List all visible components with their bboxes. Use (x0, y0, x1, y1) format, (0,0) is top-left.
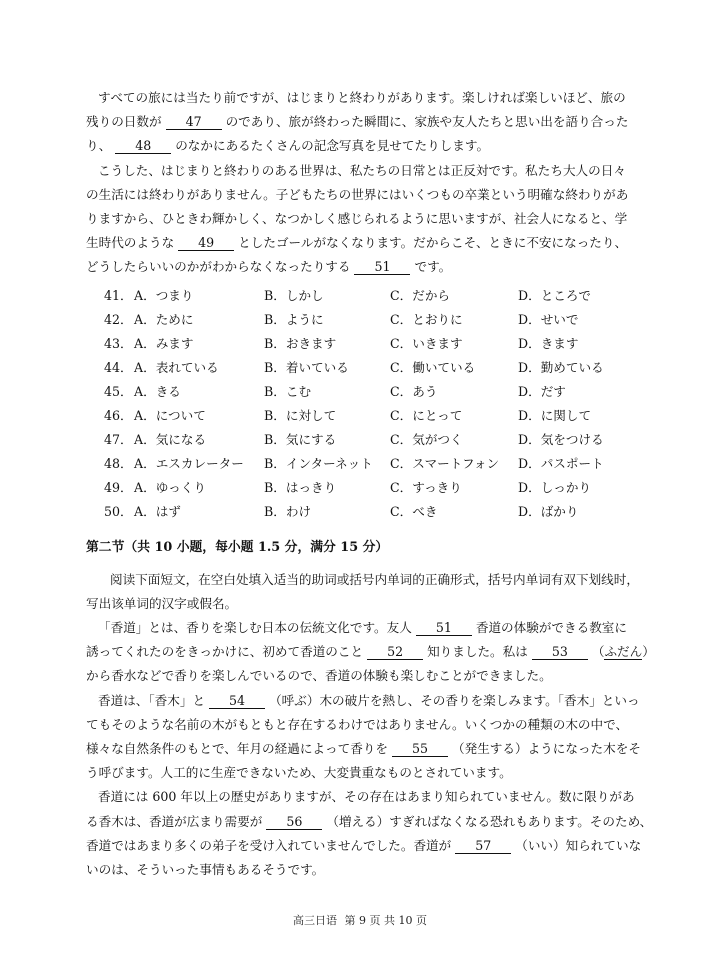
text-line (86, 183, 634, 207)
option-d[interactable]: D．せいで (518, 311, 579, 327)
option-a[interactable]: A．表れている (134, 359, 219, 375)
text-line (86, 664, 634, 688)
option-c[interactable]: C．だから (390, 287, 451, 303)
text-line (86, 568, 639, 592)
text-run: （呼ぶ）木の破片を熱し、その香りを楽しみます。「香木」といっ (265, 692, 640, 708)
option-d[interactable]: D．ところで (518, 287, 591, 303)
question-row (86, 500, 634, 524)
question-number: 44． (104, 359, 133, 375)
text-line (86, 858, 634, 882)
question-number: 49． (104, 479, 133, 495)
option-b[interactable]: B．に対して (264, 407, 337, 423)
question-row (86, 332, 634, 356)
option-b[interactable]: B．こむ (264, 383, 312, 399)
option-b[interactable]: B．着いている (264, 359, 349, 375)
text-run: り、 (86, 138, 116, 154)
answer-blank[interactable]: 53 (532, 644, 588, 660)
text-run: 残りの日数が (86, 114, 166, 130)
answer-blank[interactable]: 51 (354, 259, 410, 275)
text-run: です。 (410, 259, 452, 275)
option-c[interactable]: C．にとって (390, 407, 463, 423)
answer-blank[interactable]: 56 (266, 814, 322, 830)
text-line (86, 834, 642, 858)
text-line (86, 110, 634, 134)
question-row (86, 284, 634, 308)
answer-blank[interactable]: 55 (392, 741, 448, 757)
question-number: 46． (104, 407, 133, 423)
text-line (86, 761, 634, 785)
question-row (86, 476, 634, 500)
question-row (86, 428, 634, 452)
answer-blank[interactable]: 47 (166, 114, 222, 130)
answer-blank[interactable]: 57 (455, 838, 511, 854)
option-b[interactable]: B．しかし (264, 287, 324, 303)
option-c[interactable]: C．スマートフォン (390, 455, 500, 471)
text-run: 生時代のような (86, 235, 179, 251)
option-a[interactable]: A．ために (134, 311, 194, 327)
option-c[interactable]: C．べき (390, 503, 438, 519)
text-run: 「香道」とは、香りを楽しむ日本の伝統文化です。友人 (98, 620, 416, 636)
option-a[interactable]: A．きる (134, 383, 181, 399)
text-line (86, 713, 634, 737)
option-b[interactable]: B．おきます (264, 335, 337, 351)
text-run: う呼びます。人工的に生産できないため、大変貴重なものとされています。 (86, 765, 512, 781)
text-line (86, 640, 655, 664)
footer-page-label: 第 9 页 共 10 页 (344, 914, 427, 927)
text-line (86, 86, 634, 110)
answer-blank[interactable]: 54 (209, 693, 265, 709)
text-run: 香道は、「香木」と (98, 692, 210, 708)
text-line (86, 616, 634, 640)
text-line (86, 231, 634, 255)
option-d[interactable]: D．ばかり (518, 503, 579, 519)
text-line (86, 737, 641, 761)
text-run: ） (642, 644, 655, 660)
question-number: 50． (104, 503, 133, 519)
option-b[interactable]: B．インターネット (264, 455, 373, 471)
text-run: こうした、はじまりと終わりのある世界は、私たちの日常とは正反対です。私たち大人の日々 (98, 162, 626, 178)
text-run: （発生する）ようになった木をそ (448, 741, 641, 757)
choices-list (86, 284, 634, 524)
question-number: 42． (104, 311, 133, 327)
text-run: どうしたらいいのかがわからなくなったりする (86, 259, 355, 275)
text-line (86, 134, 634, 158)
text-run: 様々な自然条件のもとで、年月の経過によって香りを (86, 741, 393, 757)
text-run: のなかにあるたくさんの記念写真を見せてたりします。 (171, 138, 490, 154)
text-run: 誘ってくれたのをきっかけに、初めて香道のこと (86, 644, 368, 660)
option-a[interactable]: A．について (134, 407, 206, 423)
text-run: 香道の体験ができる教室に (471, 620, 627, 636)
question-number: 41． (104, 287, 133, 303)
text-run: としたゴールがなくなります。だからこそ、ときに不安になったり、 (234, 235, 628, 251)
option-b[interactable]: B．わけ (264, 503, 312, 519)
option-a[interactable]: A．ゆっくり (134, 479, 206, 495)
exam-page (86, 86, 655, 882)
answer-blank[interactable]: 52 (367, 644, 423, 660)
text-run: のであり、旅が終わった瞬間に、家族や友人たちと思い出を語り合った (221, 114, 629, 130)
question-number: 45． (104, 383, 133, 399)
option-b[interactable]: B．ように (264, 311, 324, 327)
text-run: てもそのような名前の木がもともと存在するわけではありません。いくつかの種類の木の中で、 (86, 716, 629, 732)
passage-2 (86, 568, 655, 883)
text-run: 阅读下面短文，在空白处填入适当的助词或括号内单词的正确形式，括号内单词有双下划线时， (110, 571, 639, 587)
text-run: る香木は、香道が広まり需要が (86, 813, 267, 829)
option-a[interactable]: A．つまり (134, 287, 194, 303)
option-a[interactable]: A．エスカレーター (134, 455, 244, 471)
text-line (86, 255, 634, 279)
option-d[interactable]: D．きます (518, 335, 579, 351)
answer-blank[interactable]: 48 (115, 138, 171, 154)
option-c[interactable]: C．気がつく (390, 431, 463, 447)
text-run: すべての旅には当たり前ですが、はじまりと終わりがあります。楽しければ楽しいほど、旅の (98, 90, 626, 105)
text-line (86, 810, 653, 834)
text-run: いのは、そういった事情もあるそうです。 (86, 862, 325, 878)
question-number: 43． (104, 335, 133, 351)
option-b[interactable]: B．気にする (264, 431, 337, 447)
text-line (86, 207, 634, 231)
option-d[interactable]: D．パスポート (518, 455, 604, 471)
answer-blank[interactable]: 49 (178, 235, 234, 251)
page-footer (0, 912, 720, 928)
option-a[interactable]: A．はず (134, 503, 181, 519)
question-row (86, 308, 634, 332)
text-run: 香道ではあまり多くの弟子を受け入れていませんでした。香道が (86, 837, 456, 853)
text-line (86, 592, 634, 616)
text-run: 香道には 600 年以上の歴史がありますが、その存在はあまり知られていません。数に限りがあ (98, 789, 635, 805)
text-line (86, 689, 640, 713)
option-c[interactable]: C．とおりに (390, 311, 463, 327)
text-run: から香水などで香りを楽しんでいるので、香道の体験も楽しむことができました。 (86, 668, 552, 684)
question-row (86, 380, 634, 404)
option-d[interactable]: D．に関して (518, 407, 592, 423)
option-c[interactable]: C．あう (390, 383, 438, 399)
option-a[interactable]: A．みます (134, 335, 194, 351)
option-c[interactable]: C．働いている (390, 359, 476, 375)
option-d[interactable]: D．勤めている (518, 359, 604, 375)
option-d[interactable]: D．気をつける (518, 431, 604, 447)
answer-blank[interactable]: 51 (416, 620, 472, 636)
text-run: 知りました。私は (423, 644, 532, 660)
question-number: 47． (104, 431, 133, 447)
text-line (86, 159, 634, 183)
question-row (86, 452, 634, 476)
section-2-title: 第二节（共 10 小题，每小题 1.5 分，满分 15 分） (86, 539, 389, 555)
text-run: （いい）知られていな (511, 837, 642, 853)
text-run: りますから、ひときわ輝かしく、なつかしく感じられるように思いますが、社会人になると、学 (86, 211, 628, 227)
option-d[interactable]: D．しっかり (518, 479, 592, 495)
passage-1 (86, 86, 634, 280)
text-run: 写出该单词的汉字或假名。 (86, 595, 238, 611)
option-c[interactable]: C．すっきり (390, 479, 462, 495)
text-line (86, 785, 634, 809)
underlined-word: ふだん (604, 644, 643, 660)
option-b[interactable]: B．はっきり (264, 479, 337, 495)
question-row (86, 356, 634, 380)
text-run: の生活には終わりがありません。子どもたちの世界にはいくつもの卒業という明確な終わりがあ (86, 186, 629, 202)
question-row (86, 404, 634, 428)
question-number: 48． (104, 455, 133, 471)
text-run: （ (587, 644, 605, 660)
option-d[interactable]: D．だす (518, 383, 566, 399)
text-run: （増える）すぎればなくなる恐れもあります。そのため、 (322, 813, 653, 829)
option-a[interactable]: A．気になる (134, 431, 207, 447)
footer-subject: 高三日语 (293, 914, 337, 927)
option-c[interactable]: C．いきます (390, 335, 463, 351)
